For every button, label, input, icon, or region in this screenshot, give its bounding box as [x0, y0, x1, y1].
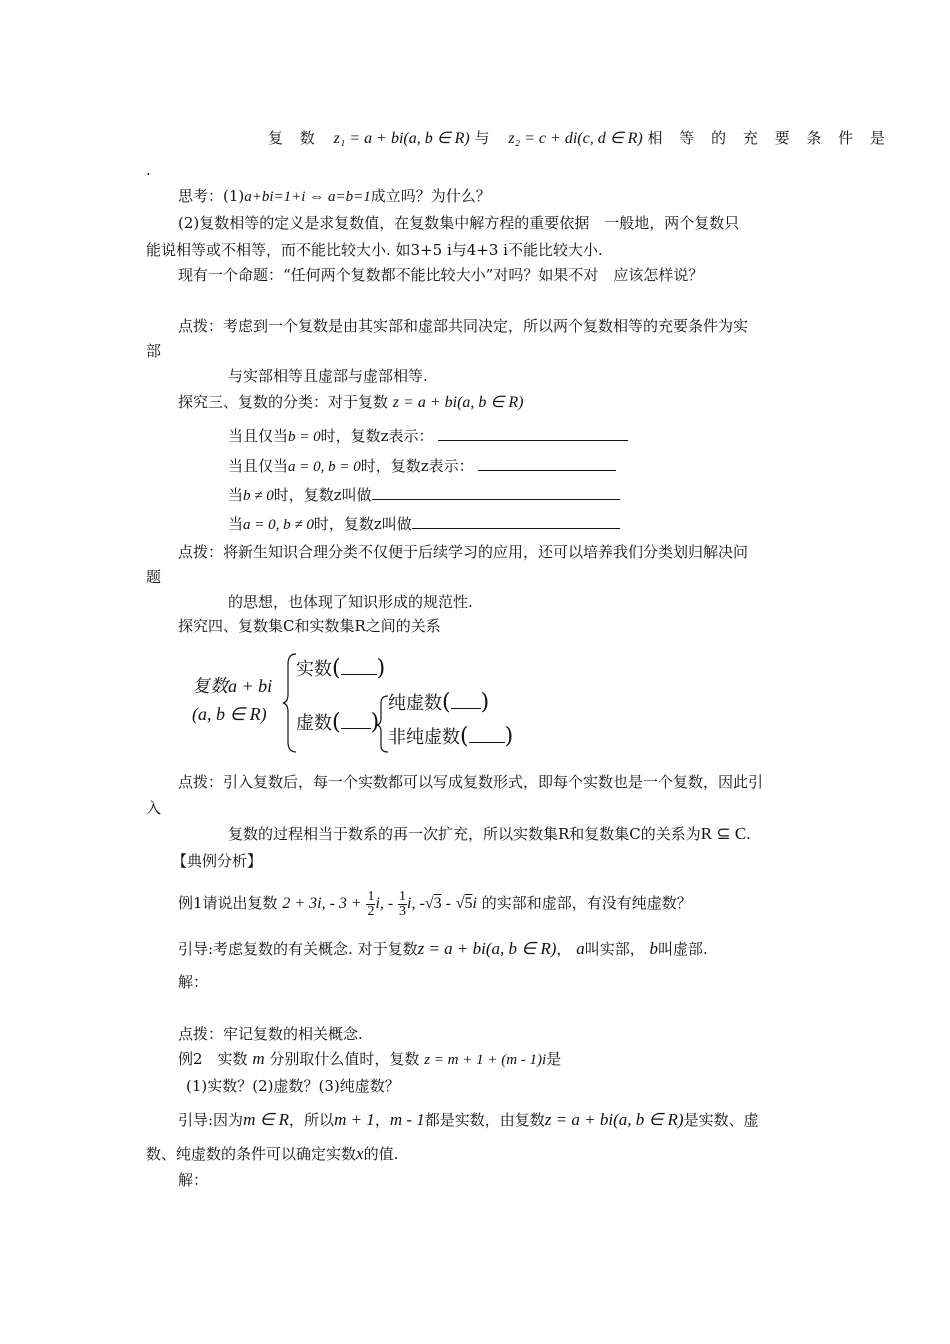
diagram-root	[192, 676, 272, 697]
math: m - 1	[389, 1110, 425, 1129]
text: 虚数	[296, 713, 332, 734]
math: z = m + 1 + (m - 1)i	[424, 1052, 547, 1068]
text: 复 数	[268, 129, 321, 147]
math: -	[441, 895, 451, 912]
text: 的值.	[363, 1145, 399, 1163]
classification-diagram	[190, 648, 530, 758]
text: 时，复数z表示：	[360, 457, 474, 475]
z1-expression: z₁ = a + bi(a, b ∈ R)	[333, 130, 470, 147]
math: i, -	[375, 895, 394, 912]
text: 探究三、复数的分类：对于复数	[178, 393, 389, 411]
hint4: 点拨：牢记复数的相关概念.	[178, 1025, 363, 1043]
math: i, -	[407, 895, 425, 912]
text: ，所以	[289, 1111, 335, 1129]
text: 当	[228, 515, 244, 533]
math: b = 0	[288, 429, 321, 445]
answer-blank[interactable]	[478, 455, 616, 471]
text: 相 等 的 充 要 条 件 是	[647, 129, 891, 147]
period: .	[146, 161, 151, 179]
text: 是	[546, 1050, 562, 1068]
hint3-line1: 点拨：引入复数后，每一个实数都可以写成复数形式，即每个实数也是一个复数，因此引	[178, 773, 764, 791]
example2-questions: (1)实数？(2)虚数？(3)纯虚数？	[186, 1077, 400, 1095]
text: 叫虚部.	[658, 940, 708, 958]
hint2-line1: 点拨：将新生知识合理分类不仅便于后续学习的应用，还可以培养我们分类划归解决问	[178, 543, 749, 561]
text: 数、纯虚数的条件可以确定实数	[146, 1145, 357, 1163]
classify-case-1	[228, 425, 628, 447]
text: 叫实部，	[584, 940, 645, 958]
text: 引导:考虑复数的有关概念. 对于复数	[178, 940, 418, 958]
math: m + 1	[334, 1110, 375, 1129]
equality-condition-line	[268, 128, 891, 149]
text: 例1请说出复数	[178, 894, 278, 912]
text: 时，复数z叫做	[313, 515, 412, 533]
diagram-root-domain	[192, 704, 267, 725]
text: ，	[374, 1111, 390, 1129]
text: 当且仅当	[228, 457, 289, 475]
think-q1	[178, 186, 491, 207]
text: (a, b ∈ R)	[192, 704, 267, 724]
hint2-line2: 题	[146, 568, 162, 586]
text: 与	[474, 129, 490, 147]
text: 思考：(1)	[178, 187, 245, 205]
diagram-nonpure: 非纯虚数( )	[388, 724, 514, 749]
explore4-title: 探究四、复数集C和实数集R之间的关系	[178, 617, 441, 635]
math: i	[472, 895, 477, 912]
text: 成立吗？为什么？	[370, 187, 491, 205]
classify-case-3	[228, 484, 620, 506]
math: 3	[433, 895, 442, 912]
guide2-line1	[178, 1110, 759, 1130]
math: z = a + bi(a, b ∈ R)	[417, 939, 557, 958]
text: ，	[556, 940, 572, 958]
math: a = 0, b = 0	[288, 459, 361, 475]
text: 实数	[296, 659, 332, 680]
think-q2-line1: (2)复数相等的定义是求复数值，在复数集中解方程的重要依据 一般地，两个复数只	[178, 214, 740, 232]
text: 分别取什么值时，复数	[269, 1050, 420, 1068]
math: a	[576, 939, 585, 958]
guide2-line2	[146, 1144, 398, 1164]
math: 2 + 3i, - 3 +	[282, 895, 362, 912]
solution-label: 解：	[178, 973, 209, 991]
fraction: $\frac{1}{2}$	[367, 888, 375, 919]
math: z = a + bi(a, b ∈ R)	[392, 394, 524, 411]
z2-expression: z₂ = c + di(c, d ∈ R)	[508, 130, 643, 147]
text: 时，复数z叫做	[273, 486, 372, 504]
section-heading: 【典例分析】	[172, 852, 263, 870]
math: m	[252, 1049, 265, 1068]
hint3-line2: 入	[146, 799, 162, 817]
fraction: $\frac{1}{3}$	[399, 888, 407, 919]
math: b ≠ 0	[243, 488, 274, 504]
hint2-line3: 的思想，也体现了知识形成的规范性.	[228, 593, 473, 611]
text: 当	[228, 486, 244, 504]
math: b	[649, 939, 658, 958]
guide1	[178, 939, 708, 959]
math: a = 0, b ≠ 0	[243, 517, 314, 533]
classify-case-2	[228, 455, 616, 477]
text: 是实数、虚	[683, 1111, 759, 1129]
example2	[178, 1049, 561, 1070]
diagram-real: 实数( )	[296, 656, 386, 681]
text: 例2 实数	[178, 1050, 248, 1068]
math: 5	[464, 895, 473, 912]
solution-label: 解：	[178, 1171, 209, 1189]
hint1-line2: 部	[146, 342, 162, 360]
think-q3: 现有一个命题：“任何两个复数都不能比较大小”对吗？如果不对 应该怎样说？	[178, 266, 704, 284]
text: 当且仅当	[228, 427, 289, 445]
diagram-pure: 纯虚数( )	[388, 690, 490, 715]
answer-blank[interactable]	[438, 425, 628, 441]
text: 都是实数，由复数	[424, 1111, 545, 1129]
math: R ⊆ C.	[700, 824, 751, 843]
text: 引导:因为	[178, 1111, 244, 1129]
text: 复数a + bi	[192, 676, 273, 696]
answer-blank[interactable]	[372, 484, 620, 500]
text: 的实部和虚部，有没有纯虚数？	[481, 894, 692, 912]
hint3-line3	[228, 824, 750, 844]
text: 非纯虚数	[388, 727, 460, 748]
math: a+bi=1+i ⇔ a=b=1	[244, 189, 371, 205]
math: x	[356, 1144, 364, 1163]
math: m ∈ R	[243, 1110, 290, 1129]
think-q2-line2: 能说相等或不相等，而不能比较大小. 如3+5 i与4+3 i不能比较大小.	[146, 241, 603, 259]
example1: 例1请说出复数 2 + 3i, - 3 + $\frac{1}{2}$ i, - $\frac{1}{3}$ i, -√3 - √5i 的实部和虚部，有没有纯虚数？	[178, 888, 692, 919]
math: z = a + bi(a, b ∈ R)	[544, 1110, 684, 1129]
hint1-line1: 点拨：考虑到一个复数是由其实部和虚部共同决定，所以两个复数相等的充要条件为实	[178, 317, 749, 335]
diagram-imag: 虚数( )	[296, 710, 380, 735]
hint1-line3: 与实部相等且虚部与虚部相等.	[228, 367, 428, 385]
answer-blank[interactable]	[412, 513, 620, 529]
text: 时，复数z表示：	[320, 427, 434, 445]
explore3-title	[178, 392, 523, 413]
text: 复数的过程相当于数系的再一次扩充，所以实数集R和复数集C的关系为	[228, 825, 701, 843]
text: 纯虚数	[388, 693, 442, 714]
classify-case-4	[228, 513, 620, 535]
